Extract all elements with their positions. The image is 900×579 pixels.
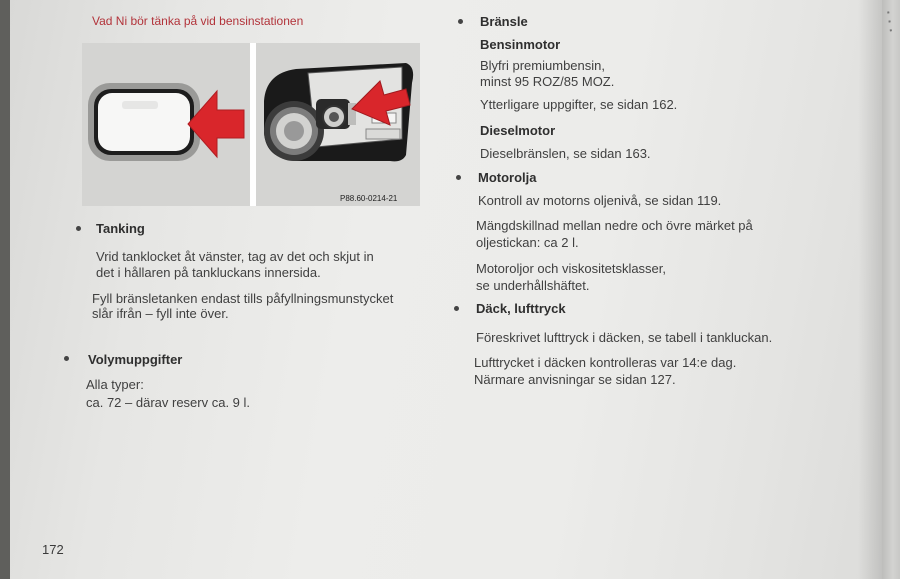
volym-text-line: Alla typer: [86, 377, 144, 392]
section-title: Vad Ni bör tänka på vid bensinstationen [92, 14, 304, 28]
bensin-text-line: minst 95 ROZ/85 MOZ. [480, 74, 615, 89]
fuel-door-closed-svg [82, 43, 250, 206]
next-page-edge-lettering: ▪ ▪ ▪ [886, 7, 893, 35]
fuel-door-closed-illustration [82, 43, 250, 206]
bullet-icon [64, 356, 69, 361]
motorolja-text-line: Motoroljor och viskositetsklasser, [476, 261, 667, 276]
bullet-icon [458, 19, 463, 24]
volym-heading: Volymuppgifter [88, 352, 183, 367]
figure-code: P88.60-0214-21 [340, 194, 398, 203]
tanking-text-line: Fyll bränsletanken endast tills påfyllningsmunstycket [92, 291, 394, 306]
bullet-icon [456, 175, 461, 180]
bullet-icon [76, 226, 81, 231]
motorolja-text-line: se underhållshäftet. [476, 278, 590, 293]
dack-heading: Däck, lufttryck [476, 301, 566, 316]
page-number: 172 [42, 542, 64, 557]
motorolja-heading: Motorolja [478, 170, 537, 185]
fuel-cap-figure [82, 43, 420, 206]
diesel-text-line: Dieselbränslen, se sidan 163. [480, 146, 651, 161]
tanking-heading: Tanking [96, 221, 145, 236]
bullet-icon [454, 306, 459, 311]
bensin-text-line: Ytterligare uppgifter, se sidan 162. [480, 97, 678, 112]
next-page-edge [882, 0, 900, 579]
dack-text-line: Lufttrycket i däcken kontrolleras var 14:e dag. [474, 355, 737, 370]
motorolja-text-line: Kontroll av motorns oljenivå, se sidan 119. [478, 193, 722, 208]
fuel-door-open-svg [256, 43, 420, 206]
motorolja-text-line: oljestickan: ca 2 l. [476, 235, 579, 250]
tanking-text-line: slår ifrån – fyll inte över. [92, 306, 229, 321]
fuel-door-open-illustration [256, 43, 420, 206]
dack-text-line: Föreskrivet lufttryck i däcken, se tabell i tankluckan. [476, 330, 773, 345]
dieselmotor-heading: Dieselmotor [480, 123, 556, 138]
bensinmotor-heading: Bensinmotor [480, 37, 561, 52]
spine-shadow [858, 0, 882, 579]
bensin-text-line: Blyfri premiumbensin, [480, 58, 605, 73]
tanking-text-line: det i hållaren på tankluckans innersida. [96, 265, 321, 280]
volym-text-line: ca. 72 – därav reserv ca. 9 l. [86, 395, 251, 410]
bransle-heading: Bränsle [480, 14, 528, 29]
dack-text-line: Närmare anvisningar se sidan 127. [474, 372, 676, 387]
motorolja-text-line: Mängdskillnad mellan nedre och övre märket på [476, 218, 753, 233]
tanking-text-line: Vrid tanklocket åt vänster, tag av det och skjut in [96, 249, 374, 264]
